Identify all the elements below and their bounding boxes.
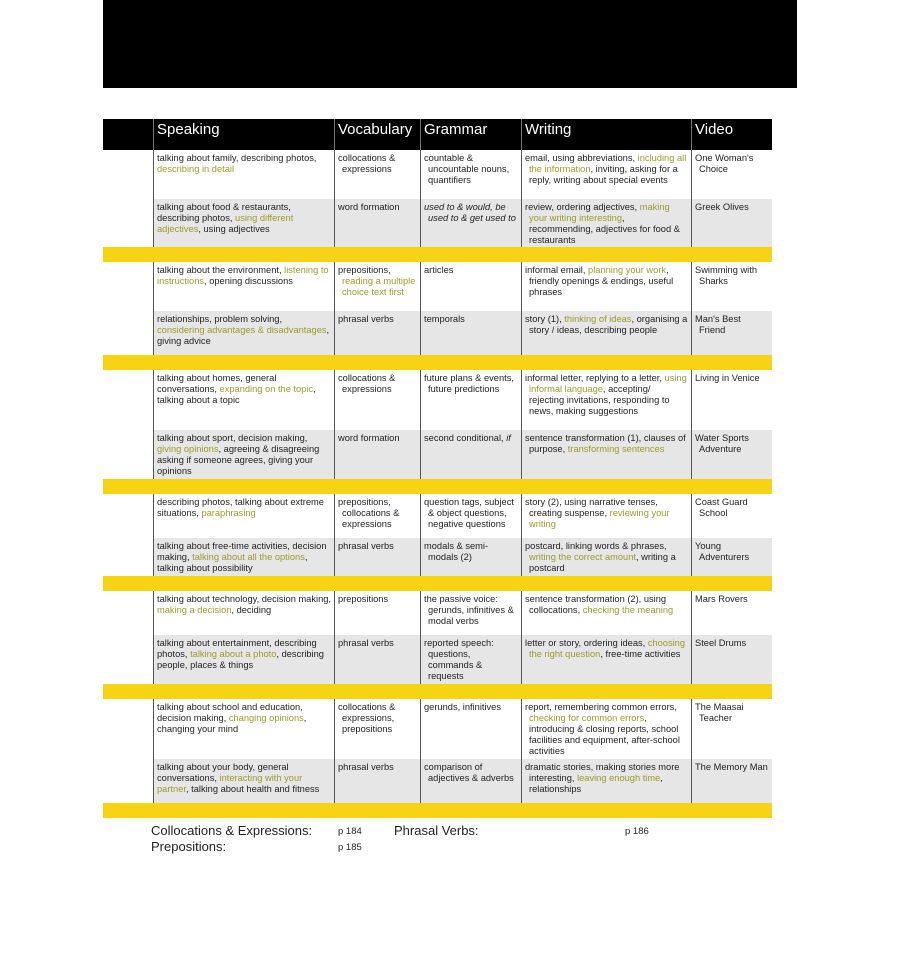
video-cell	[691, 591, 772, 635]
vocabulary-cell	[334, 430, 420, 479]
grammar-cell	[420, 370, 521, 430]
cell-text: talking about your body, general conversations,	[157, 762, 289, 783]
writing-cell	[521, 494, 691, 538]
speaking-cell	[153, 494, 334, 538]
grammar-cell	[420, 635, 521, 684]
cell-text: question tags, subject & object questions, negative questions	[424, 497, 514, 529]
row-blank-cell	[103, 759, 153, 803]
table-row	[103, 370, 772, 430]
video-title: Mars Rovers	[695, 594, 748, 604]
cell-text: relationships, problem solving,	[157, 314, 283, 324]
cell-text: collocations & expressions	[338, 153, 396, 174]
highlighted-skill-text: expanding on the topic	[219, 384, 314, 394]
unit-separator	[103, 479, 772, 494]
cell-text: , introducing & closing reports, school facilities and equipment, after-school activities	[529, 713, 680, 756]
cell-text: postcard, linking words & phrases,	[525, 541, 667, 551]
highlighted-skill-text: including all the information	[529, 153, 687, 174]
row-blank-cell	[103, 262, 153, 311]
cell-text: story (1),	[525, 314, 565, 324]
vocabulary-cell	[334, 635, 420, 684]
cell-text: modals & semi-modals (2)	[424, 541, 489, 562]
cell-text: prepositions, collocations & expressions	[338, 497, 400, 529]
highlighted-skill-text: choosing the right question	[529, 638, 686, 659]
highlighted-skill-text: talking about a photo	[190, 649, 277, 659]
cell-text: phrasal verbs	[338, 762, 394, 772]
grammar-cell	[420, 538, 521, 576]
vocabulary-cell	[334, 370, 420, 430]
table-row	[103, 150, 772, 199]
cell-text: informal email,	[525, 265, 589, 275]
writing-cell	[521, 430, 691, 479]
video-cell	[691, 699, 772, 759]
cell-text: informal letter, replying to a letter,	[525, 373, 665, 383]
header-grammar: Grammar	[420, 119, 521, 150]
video-cell	[691, 430, 772, 479]
table-row	[103, 635, 772, 684]
speaking-cell	[153, 199, 334, 247]
footer-collocations-label: Collocations & Expressions:	[151, 823, 313, 838]
highlighted-skill-text: describing in detail	[157, 164, 235, 174]
highlighted-skill-text: considering advantages & disadvantages	[157, 325, 327, 335]
footer-collocations-page: p 184	[338, 826, 362, 837]
table-row	[103, 759, 772, 803]
highlighted-skill-text: leaving enough time	[577, 773, 661, 783]
speaking-cell	[153, 759, 334, 803]
cell-text: talking about technology, decision making,	[157, 594, 331, 604]
video-title: Steel Drums	[695, 638, 747, 648]
writing-cell	[521, 262, 691, 311]
row-blank-cell	[103, 699, 153, 759]
highlighted-skill-text: planning your work	[588, 265, 667, 275]
unit-separator	[103, 247, 772, 262]
table-header	[103, 119, 772, 150]
highlighted-skill-text: using different adjectives	[157, 213, 294, 234]
cell-text: , opening discussions	[204, 276, 293, 286]
video-title: Water Sports Adventure	[695, 433, 749, 454]
grammar-cell	[420, 150, 521, 199]
writing-cell	[521, 699, 691, 759]
cell-text: talking about school and education, decision making,	[157, 702, 303, 723]
cell-text: , relationships	[529, 773, 663, 794]
cell-text: story (2), using narrative tenses, creating suspense,	[525, 497, 658, 518]
cell-text: prepositions,	[338, 265, 391, 275]
cell-text: future plans & events, future predictions	[424, 373, 514, 394]
vocabulary-cell	[334, 311, 420, 355]
speaking-cell	[153, 262, 334, 311]
vocabulary-cell	[334, 591, 420, 635]
cell-text: talking about sport, decision making,	[157, 433, 308, 443]
table-row	[103, 699, 772, 759]
cell-text: , giving advice	[157, 325, 330, 346]
highlighted-skill-text: making your writing interesting	[529, 202, 670, 223]
highlighted-skill-text: checking for common errors	[529, 713, 645, 723]
cell-text: email, using abbreviations,	[525, 153, 638, 163]
cell-text: gerunds, infinitives	[424, 702, 501, 712]
cell-text: letter or story, ordering ideas,	[525, 638, 648, 648]
cell-text: , describing people, places & things	[157, 649, 324, 670]
cell-text: comparison of adjectives & adverbs	[424, 762, 514, 783]
cell-text: , talking about health and fitness	[185, 784, 320, 794]
vocabulary-cell	[334, 538, 420, 576]
cell-text: word formation	[338, 202, 400, 212]
row-blank-cell	[103, 150, 153, 199]
row-blank-cell	[103, 370, 153, 430]
footer-prepositions-page: p 185	[338, 842, 362, 853]
header-video: Video	[691, 119, 772, 150]
grammar-cell	[420, 494, 521, 538]
row-blank-cell	[103, 311, 153, 355]
cell-text: if	[506, 433, 511, 443]
cell-text: , talking about a topic	[157, 384, 316, 405]
unit-separator	[103, 576, 772, 591]
writing-cell	[521, 538, 691, 576]
cell-text: review, ordering adjectives,	[525, 202, 640, 212]
grammar-cell	[420, 591, 521, 635]
writing-cell	[521, 370, 691, 430]
cell-text: collocations & expressions	[338, 373, 396, 394]
video-title: The Maasai Teacher	[695, 702, 744, 723]
header-blank-cell	[103, 119, 153, 150]
cell-text: , recommending, adjectives for food & restaurants	[529, 213, 680, 245]
vocabulary-cell	[334, 494, 420, 538]
syllabus-table	[103, 119, 772, 818]
table-row	[103, 311, 772, 355]
footer-phrasal-page: p 186	[625, 826, 649, 837]
video-title: Coast Guard School	[695, 497, 748, 518]
cell-text: sentence transformation (2), using collocations,	[525, 594, 667, 615]
cell-text: countable & uncountable nouns, quantifiers	[424, 153, 510, 185]
header-writing: Writing	[521, 119, 691, 150]
writing-cell	[521, 591, 691, 635]
header-vocabulary: Vocabulary	[334, 119, 420, 150]
highlighted-skill-text: reading a multiple choice text first	[342, 276, 416, 297]
cell-text: , deciding	[231, 605, 272, 615]
table-row	[103, 494, 772, 538]
top-black-banner	[103, 0, 797, 88]
footer-phrasal-label: Phrasal Verbs:	[394, 823, 479, 838]
vocabulary-cell	[334, 199, 420, 247]
cell-text: report, remembering common errors,	[525, 702, 677, 712]
writing-cell	[521, 311, 691, 355]
cell-text: describing photos, talking about extreme situations,	[157, 497, 324, 518]
vocabulary-cell	[334, 262, 420, 311]
cell-text: talking about homes, general conversations,	[157, 373, 277, 394]
header-speaking: Speaking	[153, 119, 334, 150]
video-title: Living in Venice	[695, 373, 760, 383]
writing-cell	[521, 150, 691, 199]
highlighted-skill-text: transforming sentences	[567, 444, 665, 454]
highlighted-skill-text: using informal language	[529, 373, 687, 394]
highlighted-skill-text: thinking of ideas	[564, 314, 632, 324]
highlighted-skill-text: talking about all the options	[192, 552, 305, 562]
cell-text: talking about free-time activities, decision making,	[157, 541, 327, 562]
cell-text: used to & would, be used to & get used to	[424, 202, 516, 223]
video-cell	[691, 311, 772, 355]
vocabulary-cell	[334, 150, 420, 199]
highlighted-skill-text: making a decision	[157, 605, 232, 615]
highlighted-skill-text: giving opinions	[157, 444, 219, 454]
video-title: One Woman's Choice	[695, 153, 754, 174]
video-title: The Memory Man	[695, 762, 768, 772]
highlighted-skill-text: listening to instructions	[157, 265, 329, 286]
grammar-cell	[420, 199, 521, 247]
video-title: Swimming with Sharks	[695, 265, 757, 286]
speaking-cell	[153, 538, 334, 576]
video-cell	[691, 635, 772, 684]
unit-separator	[103, 684, 772, 699]
speaking-cell	[153, 635, 334, 684]
cell-text: talking about family, describing photos,	[157, 153, 317, 163]
speaking-cell	[153, 311, 334, 355]
table-row	[103, 262, 772, 311]
cell-text: temporals	[424, 314, 465, 324]
video-title: Greek Olives	[695, 202, 749, 212]
grammar-cell	[420, 430, 521, 479]
highlighted-skill-text: checking the meaning	[582, 605, 674, 615]
row-blank-cell	[103, 199, 153, 247]
table-row	[103, 538, 772, 576]
highlighted-skill-text: writing the correct amount	[529, 552, 636, 562]
vocabulary-cell	[334, 759, 420, 803]
video-cell	[691, 150, 772, 199]
row-blank-cell	[103, 591, 153, 635]
video-cell	[691, 199, 772, 247]
row-blank-cell	[103, 635, 153, 684]
video-cell	[691, 759, 772, 803]
table-row	[103, 199, 772, 247]
cell-text: , organising a story / ideas, describing people	[529, 314, 688, 335]
row-blank-cell	[103, 494, 153, 538]
footer-prepositions-label: Prepositions:	[151, 839, 227, 854]
speaking-cell	[153, 150, 334, 199]
cell-text: , accepting/ rejecting invitations, responding to news, making suggestions	[529, 384, 670, 416]
cell-text: articles	[424, 265, 454, 275]
cell-text: , writing a postcard	[529, 552, 676, 573]
cell-text: , changing your mind	[157, 713, 307, 734]
row-blank-cell	[103, 430, 153, 479]
row-blank-cell	[103, 538, 153, 576]
cell-text: sentence transformation (1), clauses of purpose,	[525, 433, 686, 454]
table-row	[103, 591, 772, 635]
table-row	[103, 430, 772, 479]
cell-text: dramatic stories, making stories more interesting,	[525, 762, 680, 783]
writing-cell	[521, 635, 691, 684]
unit-separator	[103, 355, 772, 370]
video-cell	[691, 538, 772, 576]
cell-text: , talking about possibility	[157, 552, 308, 573]
cell-text: phrasal verbs	[338, 314, 394, 324]
grammar-cell	[420, 311, 521, 355]
cell-text: talking about entertainment, describing photos,	[157, 638, 317, 659]
cell-text: , using adjectives	[198, 224, 270, 234]
cell-text: talking about food & restaurants, describing photos,	[157, 202, 291, 223]
video-title: Man's Best Friend	[695, 314, 741, 335]
speaking-cell	[153, 430, 334, 479]
video-title: Young Adventurers	[695, 541, 750, 562]
vocabulary-cell	[334, 699, 420, 759]
cell-text: second conditional,	[424, 433, 507, 443]
cell-text: talking about the environment,	[157, 265, 285, 275]
cell-text: , free-time activities	[600, 649, 681, 659]
cell-text: phrasal verbs	[338, 541, 394, 551]
speaking-cell	[153, 699, 334, 759]
speaking-cell	[153, 591, 334, 635]
cell-text: , agreeing & disagreeing asking if someone agrees, giving your opinions	[157, 444, 320, 476]
cell-text: , friendly openings & endings, useful phrases	[529, 265, 674, 297]
video-cell	[691, 262, 772, 311]
grammar-cell	[420, 759, 521, 803]
grammar-cell	[420, 699, 521, 759]
speaking-cell	[153, 370, 334, 430]
writing-cell	[521, 199, 691, 247]
video-cell	[691, 370, 772, 430]
video-cell	[691, 494, 772, 538]
highlighted-skill-text: changing opinions	[228, 713, 304, 723]
writing-cell	[521, 759, 691, 803]
cell-text: word formation	[338, 433, 400, 443]
cell-text: the passive voice: gerunds, infinitives & modal verbs	[424, 594, 514, 626]
cell-text: reported speech: questions, commands & requests	[424, 638, 494, 681]
cell-text: prepositions	[338, 594, 389, 604]
highlighted-skill-text: paraphrasing	[201, 508, 256, 518]
table-body	[103, 150, 772, 818]
cell-text: phrasal verbs	[338, 638, 394, 648]
cell-text: collocations & expressions, prepositions	[338, 702, 396, 734]
unit-separator	[103, 803, 772, 818]
highlighted-skill-text: interacting with your partner	[157, 773, 303, 794]
highlighted-skill-text: reviewing your writing	[529, 508, 670, 529]
cell-text: , inviting, asking for a reply, writing about special events	[529, 164, 678, 185]
grammar-cell	[420, 262, 521, 311]
